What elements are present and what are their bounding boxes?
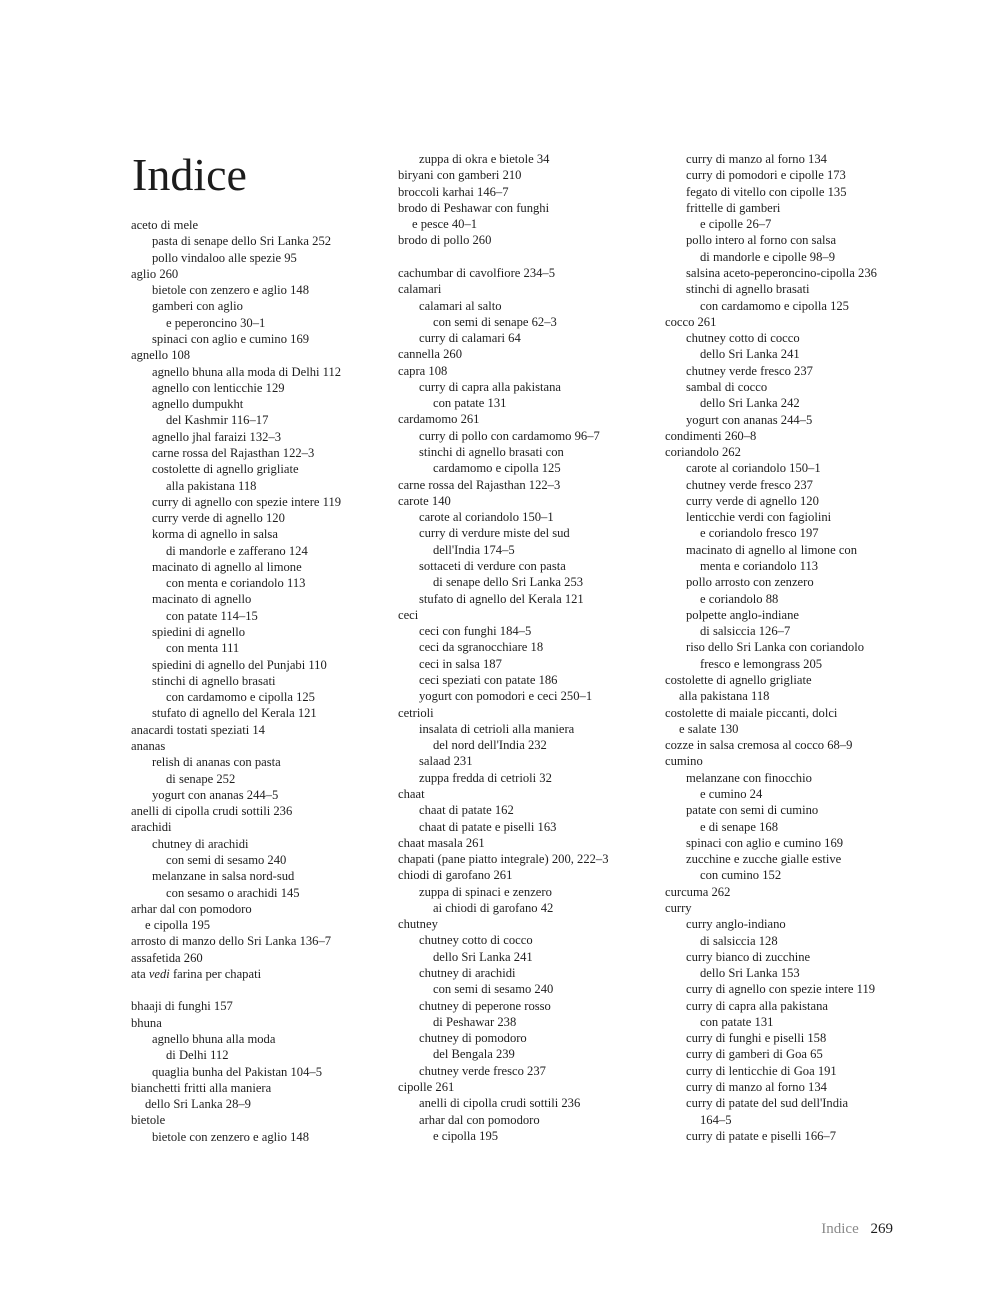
index-subentry: e cipolla 195	[433, 1128, 499, 1143]
index-subentry: dello Sri Lanka 241	[700, 347, 800, 362]
index-subentry: agnello bhuna alla moda	[152, 1032, 276, 1047]
index-subentry: curry di gamberi di Goa 65	[686, 1047, 823, 1062]
index-subentry: dello Sri Lanka 242	[700, 396, 800, 411]
index-entry: chiodi di garofano 261	[398, 868, 513, 883]
index-subentry: zuppa di spinaci e zenzero	[419, 884, 552, 899]
index-subentry: agnello con lenticchie 129	[152, 380, 285, 395]
index-subentry: yogurt con ananas 244–5	[686, 412, 813, 427]
index-entry: chapati (pane piatto integrale) 200, 222–3	[398, 852, 609, 867]
index-subentry: costolette di agnello grigliate	[152, 462, 299, 477]
index-subentry: dello Sri Lanka 153	[700, 966, 800, 981]
index-subentry: macinato di agnello al limone con	[686, 542, 858, 557]
index-entry: aceto di mele	[131, 218, 199, 232]
index-subentry: carote al coriandolo 150–1	[686, 461, 821, 476]
index-subentry: sambal di cocco	[686, 379, 768, 394]
index-subentry: curry di agnello con spezie intere 119	[152, 494, 342, 509]
index-subentry: chutney di arachidi	[152, 836, 249, 851]
index-entry: cumino	[665, 754, 703, 769]
see-reference: vedi	[148, 966, 170, 981]
index-entry: cachumbar di cavolfiore 234–5	[398, 265, 556, 280]
index-entry: bhuna	[131, 1015, 162, 1030]
index-subentry: chaat di patate 162	[419, 803, 514, 818]
index-subentry: con cardamomo e cipolla 125	[700, 298, 849, 313]
index-subentry: ceci in salsa 187	[419, 656, 502, 671]
index-subentry: lenticchie verdi con fagiolini	[686, 510, 832, 525]
index-subentry: di senape dello Sri Lanka 253	[433, 575, 584, 590]
index-subentry: quaglia bunha del Pakistan 104–5	[152, 1064, 322, 1079]
index-subentry: calamari al salto	[419, 298, 502, 313]
index-entry: cardamomo 261	[398, 412, 480, 427]
index-subentry: spiedini di agnello del Punjabi 110	[152, 657, 327, 672]
index-entry: cannella 260	[398, 347, 462, 362]
index-subentry: macinato di agnello	[152, 592, 252, 607]
index-subentry: bietole con zenzero e aglio 148	[152, 1129, 310, 1144]
index-entry: biryani con gamberi 210	[398, 168, 522, 183]
index-subentry: frittelle di gamberi	[686, 200, 781, 215]
index-subentry: stufato di agnello del Kerala 121	[152, 706, 317, 721]
page-title: Indice	[132, 149, 247, 200]
index-subentry: bietole con zenzero e aglio 148	[152, 283, 310, 298]
index-subentry: dello Sri Lanka 28–9	[145, 1097, 251, 1112]
index-subentry: e coriandolo fresco 197	[700, 526, 819, 541]
index-subentry: stinchi di agnello brasati	[152, 673, 276, 688]
index-subentry: chutney cotto di cocco	[419, 933, 533, 948]
index-subentry: alla pakistana 118	[166, 478, 257, 493]
index-subentry: con semi di senape 62–3	[433, 314, 557, 329]
index-subentry: stinchi di agnello brasati con	[419, 445, 564, 460]
index-subentry: con cumino 152	[700, 868, 782, 883]
index-subentry: chutney verde fresco 237	[686, 477, 813, 492]
index-entry: cipolle 261	[398, 1080, 455, 1095]
index-subentry: con sesamo o arachidi 145	[166, 885, 300, 900]
index-column-2	[398, 151, 663, 1144]
index-subentry: curry di pollo con cardamomo 96–7	[419, 428, 600, 443]
index-subentry: curry di lenticchie di Goa 191	[686, 1063, 837, 1078]
index-subentry: riso dello Sri Lanka con coriandolo	[686, 640, 865, 655]
index-subentry: pollo intero al forno con salsa	[686, 233, 837, 248]
index-subentry: con menta 111	[166, 641, 240, 656]
index-subentry: 164–5	[700, 1112, 732, 1127]
index-subentry: curry di manzo al forno 134	[686, 152, 827, 166]
index-entry: coriandolo 262	[665, 445, 741, 460]
index-subentry: zuppa fredda di cetrioli 32	[419, 770, 552, 785]
index-subentry: pollo vindaloo alle spezie 95	[152, 250, 297, 265]
index-subentry: chutney verde fresco 237	[419, 1063, 546, 1078]
index-subentry: pasta di senape dello Sri Lanka 252	[152, 234, 332, 249]
index-subentry: di salsiccia 128	[700, 933, 778, 948]
index-subentry: melanzane con finocchio	[686, 770, 812, 785]
index-subentry: e cipolle 26–7	[700, 217, 772, 232]
index-subentry: curry di calamari 64	[419, 331, 521, 346]
index-subentry: di mandorle e cipolle 98–9	[700, 249, 835, 264]
index-subentry: agnello dumpukht	[152, 397, 244, 412]
index-entry: arrosto di manzo dello Sri Lanka 136–7	[131, 934, 332, 949]
index-subentry: spiedini di agnello	[152, 625, 246, 640]
index-subentry: melanzane in salsa nord-sud	[152, 869, 295, 884]
index-subentry: e coriandolo 88	[700, 591, 779, 606]
index-entry: curcuma 262	[665, 884, 731, 899]
index-entry: arachidi	[131, 820, 172, 835]
index-subentry: curry verde di agnello 120	[152, 511, 285, 526]
index-subentry: con semi di sesamo 240	[433, 982, 554, 997]
index-subentry: curry di capra alla pakistana	[686, 998, 828, 1013]
index-column-3	[665, 151, 930, 1144]
index-subentry: zuppa di okra e bietole 34	[419, 152, 550, 166]
index-subentry: curry di verdure miste del sud	[419, 526, 570, 541]
index-subentry: con semi di sesamo 240	[166, 852, 287, 867]
index-subentry: arhar dal con pomodoro	[419, 1112, 540, 1127]
index-entry: arhar dal con pomodoro	[131, 901, 252, 916]
index-entry: chaat masala 261	[398, 835, 485, 850]
index-subentry: del nord dell'India 232	[433, 738, 547, 753]
index-subentry: ceci con funghi 184–5	[419, 624, 532, 639]
index-entry: calamari	[398, 282, 442, 297]
index-subentry: curry di manzo al forno 134	[686, 1080, 827, 1095]
index-subentry: di Delhi 112	[166, 1048, 229, 1063]
footer-label: Indice	[821, 1221, 859, 1237]
index-gap	[398, 249, 663, 265]
index-entry: cozze in salsa cremosa al cocco 68–9	[665, 738, 853, 753]
index-entry: curry	[665, 900, 692, 915]
index-subentry: ceci speziati con patate 186	[419, 672, 558, 687]
index-subentry: zucchine e zucche gialle estive	[686, 852, 842, 867]
index-subentry: chutney cotto di cocco	[686, 331, 800, 346]
index-entry: condimenti 260–8	[665, 428, 757, 443]
index-subentry: ceci da sgranocchiare 18	[419, 640, 544, 655]
index-subentry: di Peshawar 238	[433, 1014, 517, 1029]
index-subentry: patate con semi di cumino	[686, 803, 819, 818]
index-subentry: relish di ananas con pasta	[152, 755, 281, 770]
index-subentry: dello Sri Lanka 241	[433, 949, 533, 964]
index-subentry: e salate 130	[679, 721, 739, 736]
index-entry: ata vedi farina per chapati	[131, 966, 262, 981]
index-subentry: con patate 131	[700, 1014, 774, 1029]
index-subentry: curry di patate del sud dell'India	[686, 1096, 849, 1111]
index-subentry: pollo arrosto con zenzero	[686, 575, 814, 590]
index-subentry: salsina aceto-peperoncino-cipolla 236	[686, 265, 877, 280]
index-subentry: chaat di patate e piselli 163	[419, 819, 557, 834]
index-subentry: di senape 252	[166, 771, 236, 786]
index-entry: cetrioli	[398, 705, 434, 720]
index-subentry: salaad 231	[419, 754, 473, 769]
index-subentry: chutney di arachidi	[419, 966, 516, 981]
index-subentry: gamberi con aglio	[152, 299, 243, 314]
index-subentry: curry bianco di zucchine	[686, 949, 811, 964]
index-subentry: con patate 131	[433, 396, 507, 411]
index-entry: chutney	[398, 917, 438, 932]
index-subentry: agnello bhuna alla moda di Delhi 112	[152, 364, 342, 379]
index-subentry: yogurt con pomodori e ceci 250–1	[419, 689, 593, 704]
index-subentry: curry di patate e piselli 166–7	[686, 1128, 837, 1143]
index-subentry: carne rossa del Rajasthan 122–3	[152, 445, 315, 460]
index-entry: costolette di agnello grigliate	[665, 673, 812, 687]
index-subentry: con cardamomo e cipolla 125	[166, 690, 315, 705]
index-subentry: con patate 114–15	[166, 608, 258, 623]
index-subentry: curry verde di agnello 120	[686, 493, 819, 508]
index-subentry: agnello jhal faraizi 132–3	[152, 429, 282, 444]
index-entry: cocco 261	[665, 314, 717, 329]
index-entry: agnello 108	[131, 348, 191, 363]
index-subentry: del Kashmir 116–17	[166, 413, 269, 428]
index-subentry: chutney di pomodoro	[419, 1031, 527, 1046]
index-entry: ceci	[398, 607, 419, 622]
index-subentry: chutney verde fresco 237	[686, 363, 813, 378]
index-gap	[131, 982, 396, 998]
index-subentry: curry di agnello con spezie intere 119	[686, 982, 876, 997]
index-entry: brodo di Peshawar con funghi	[398, 200, 550, 215]
index-subentry: cardamomo e cipolla 125	[433, 461, 561, 476]
index-entry: bietole	[131, 1113, 166, 1128]
index-subentry: e di senape 168	[700, 819, 778, 834]
index-subentry: macinato di agnello al limone	[152, 559, 302, 574]
index-subentry: sottaceti di verdure con pasta	[419, 559, 566, 574]
index-subentry: curry di funghi e piselli 158	[686, 1031, 827, 1046]
index-subentry: ai chiodi di garofano 42	[433, 900, 554, 915]
index-subentry: anelli di cipolla crudi sottili 236	[419, 1096, 581, 1111]
index-subentry: e pesce 40–1	[412, 217, 478, 232]
index-entry: carote 140	[398, 493, 451, 508]
index-subentry: spinaci con aglio e cumino 169	[152, 331, 310, 346]
index-entry: assafetida 260	[131, 950, 203, 965]
index-subentry: insalata di cetrioli alla maniera	[419, 721, 575, 736]
index-entry: bianchetti fritti alla maniera	[131, 1080, 272, 1095]
index-subentry: polpette anglo-indiane	[686, 607, 799, 622]
index-subentry: stinchi di agnello brasati	[686, 282, 810, 297]
index-subentry: spinaci con aglio e cumino 169	[686, 835, 844, 850]
index-subentry: menta e coriandolo 113	[700, 559, 819, 574]
index-entry: costolette di maiale piccanti, dolci	[665, 705, 838, 720]
index-subentry: carote al coriandolo 150–1	[419, 510, 554, 525]
index-entry: chaat	[398, 786, 425, 801]
index-subentry: e cipolla 195	[145, 918, 211, 933]
index-subentry: korma di agnello in salsa	[152, 527, 278, 542]
index-subentry: di mandorle e zafferano 124	[166, 543, 308, 558]
page-footer	[821, 1219, 893, 1239]
index-subentry: curry di pomodori e cipolle 173	[686, 168, 846, 183]
index-subentry: alla pakistana 118	[679, 689, 770, 704]
index-subentry: del Bengala 239	[433, 1047, 515, 1062]
index-entry: anelli di cipolla crudi sottili 236	[131, 804, 293, 819]
page-number: 269	[870, 1221, 893, 1237]
index-subentry: curry anglo-indiano	[686, 917, 786, 932]
index-entry: ananas	[131, 739, 166, 753]
index-subentry: stufato di agnello del Kerala 121	[419, 591, 584, 606]
index-subentry: curry di capra alla pakistana	[419, 379, 561, 394]
index-entry: capra 108	[398, 363, 448, 378]
index-subentry: e cumino 24	[700, 786, 763, 801]
index-entry: brodo di pollo 260	[398, 233, 492, 248]
index-entry: anacardi tostati speziati 14	[131, 722, 265, 737]
index-entry: aglio 260	[131, 266, 179, 281]
index-subentry: dell'India 174–5	[433, 542, 515, 557]
index-subentry: di salsiccia 126–7	[700, 624, 791, 639]
index-entry: bhaaji di funghi 157	[131, 999, 233, 1014]
index-column-1	[131, 217, 396, 1145]
index-subentry: e peperoncino 30–1	[166, 315, 266, 330]
index-subentry: fresco e lemongrass 205	[700, 656, 823, 671]
index-subentry: fegato di vitello con cipolle 135	[686, 184, 847, 199]
index-entry: broccoli karhai 146–7	[398, 184, 509, 199]
index-subentry: con menta e coriandolo 113	[166, 576, 306, 591]
index-entry: carne rossa del Rajasthan 122–3	[398, 477, 561, 492]
index-subentry: chutney di peperone rosso	[419, 998, 551, 1013]
index-subentry: yogurt con ananas 244–5	[152, 787, 279, 802]
